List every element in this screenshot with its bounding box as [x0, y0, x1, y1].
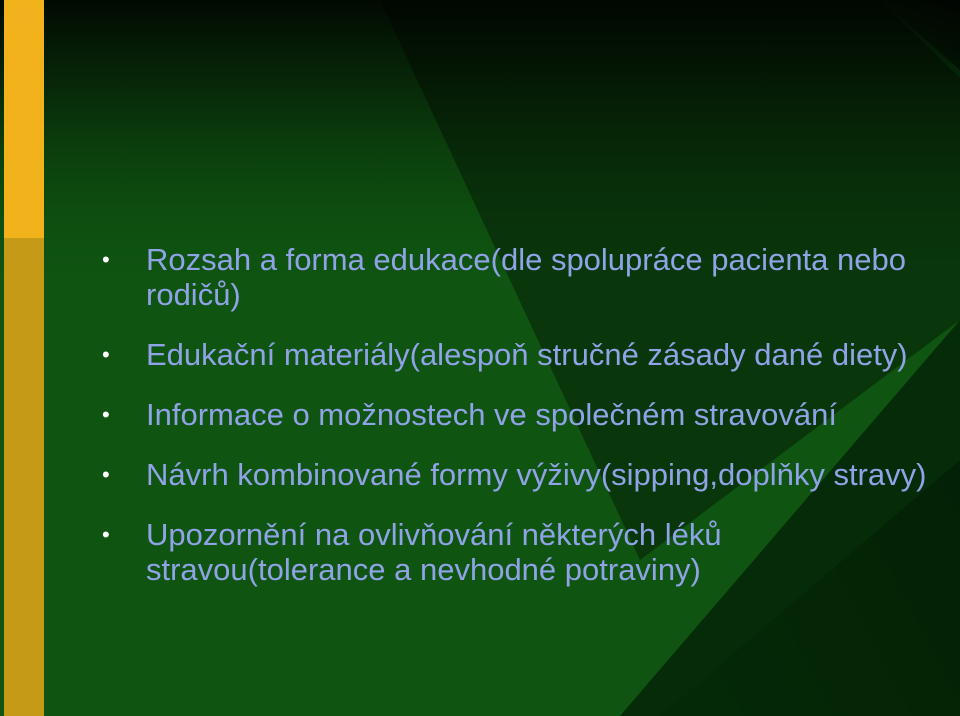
bullet-dot-icon: • [102, 462, 110, 487]
bullet-item [102, 242, 942, 312]
bullet-text: Upozornění na ovlivňování některých léků stravou(tolerance a nevhodné potraviny) [146, 517, 722, 587]
bullet-dot-icon: • [102, 342, 110, 367]
gold-accent-bar-top [4, 0, 44, 238]
bullet-item [102, 457, 942, 492]
bullet-dot-icon: • [102, 402, 110, 427]
gold-accent-bar-bottom [4, 238, 44, 716]
bullet-list [102, 242, 942, 612]
bullet-item [102, 517, 942, 587]
bullet-dot-icon: • [102, 247, 110, 272]
bullet-item [102, 397, 942, 432]
bullet-text: Edukační materiály(alespoň stručné zásady dané diety) [146, 337, 908, 372]
bullet-text: Návrh kombinované formy výživy(sipping,doplňky stravy) [146, 457, 927, 492]
bullet-text: Rozsah a forma edukace(dle spolupráce pacienta nebo rodičů) [146, 242, 906, 312]
bullet-text: Informace o možnostech ve společném stravování [146, 397, 837, 432]
bullet-item [102, 337, 942, 372]
bullet-dot-icon: • [102, 522, 110, 547]
